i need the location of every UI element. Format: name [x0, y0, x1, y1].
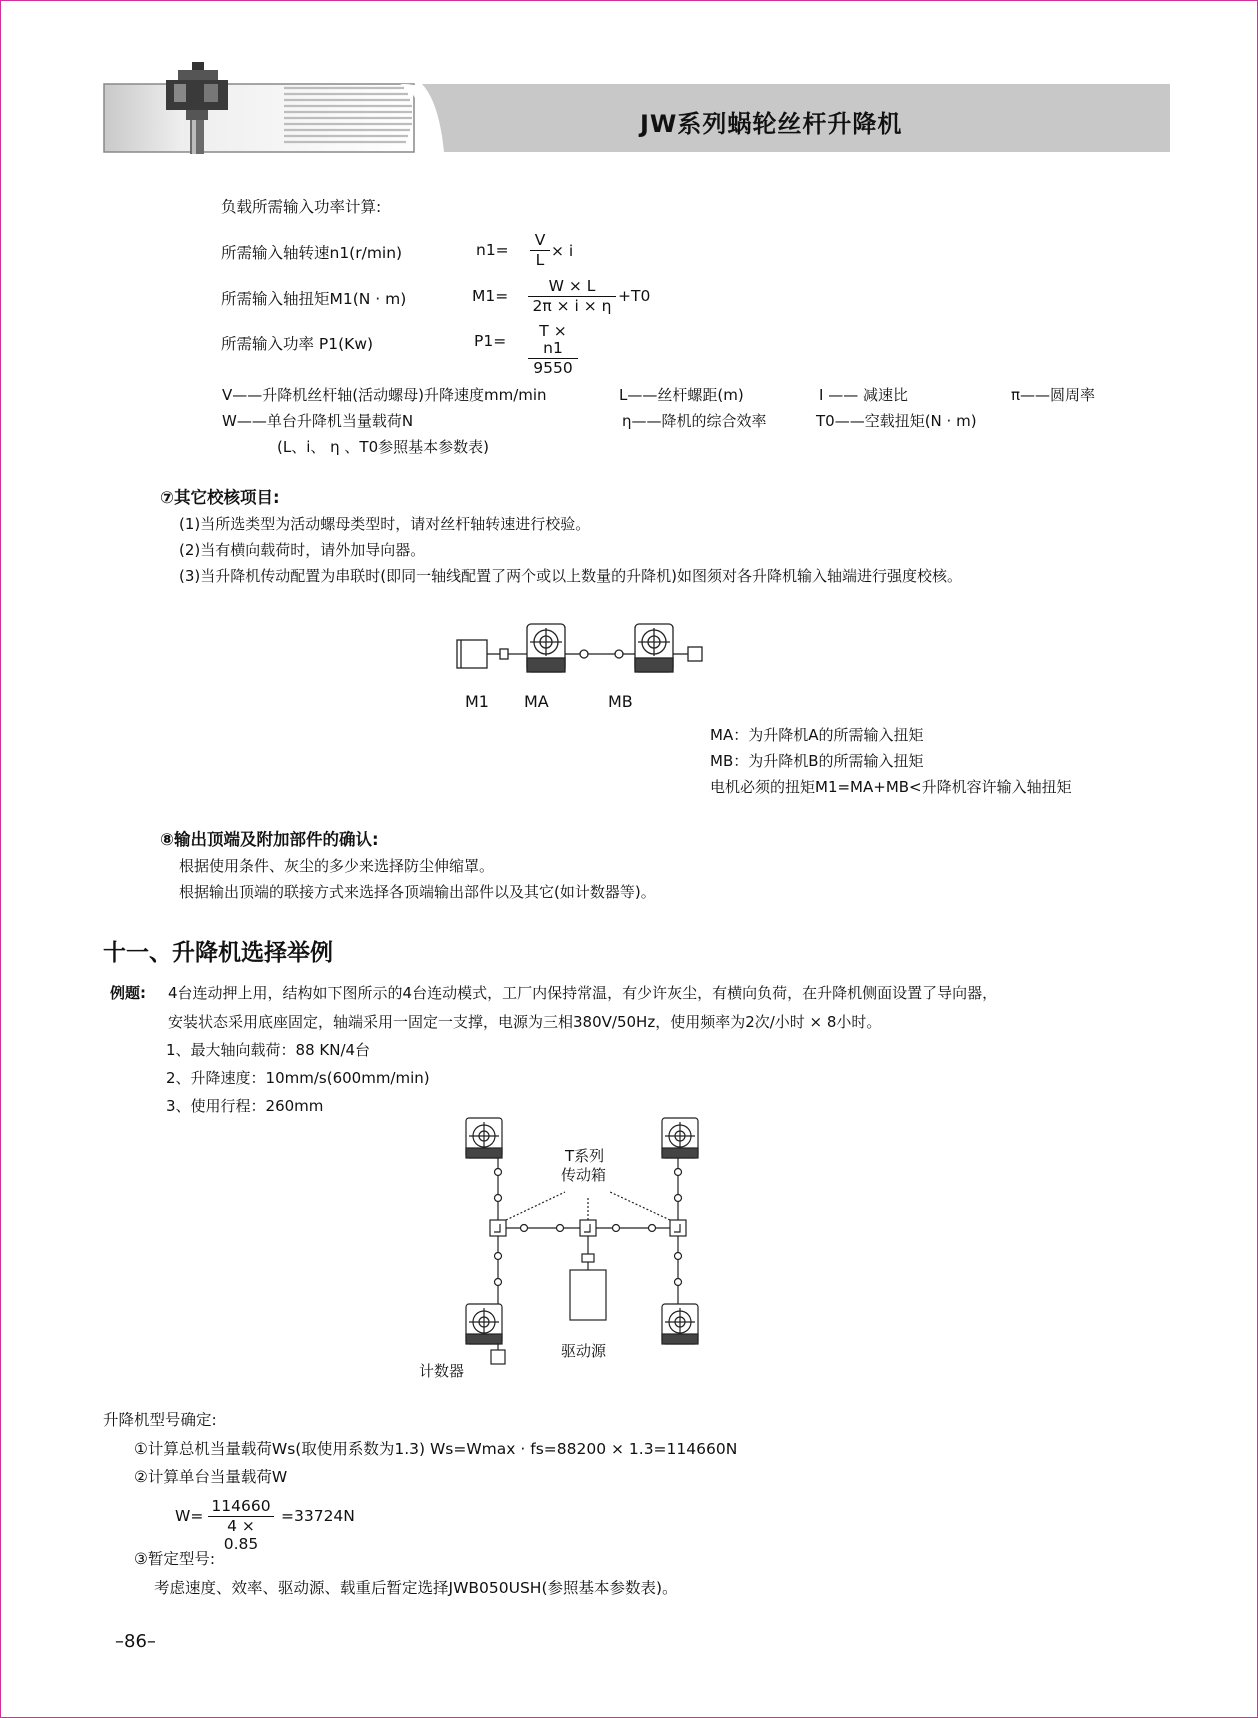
fraction-numerator: T × n1: [528, 323, 578, 359]
formula-label-n1: 所需输入轴转速n1(r/min): [221, 244, 403, 262]
fraction-denominator: 9550: [533, 359, 573, 377]
fraction-p1: [528, 323, 578, 377]
fraction-denominator: L: [535, 251, 545, 269]
formula-label-m1: 所需输入轴扭矩M1(N · m): [221, 290, 407, 308]
model-step1: ①计算总机当量载荷Ws(取使用系数为1.3) Ws=Wmax · fs=88200 × 1.3=114660N: [134, 1440, 738, 1458]
formula-lhs-n1: n1=: [476, 241, 509, 259]
condition-item: 1、最大轴向载荷：88 KN/4台: [166, 1041, 371, 1059]
section7-item: (2)当有横向载荷时，请外加导向器。: [179, 541, 426, 559]
section7-title: ⑦其它校核项目:: [160, 488, 280, 507]
gearbox-label-line1: T系列: [565, 1147, 605, 1165]
model-step3-text: 考虑速度、效率、驱动源、载重后暂定选择JWB050USH(参照基本参数表)。: [154, 1579, 678, 1597]
formula-lhs-p1: P1=: [474, 332, 507, 350]
fraction-numerator: W × L: [528, 278, 616, 297]
condition-item: 3、使用行程：260mm: [166, 1097, 324, 1115]
section8-item: 根据使用条件、灰尘的多少来选择防尘伸缩罩。: [179, 857, 495, 875]
section8-item: 根据输出顶端的联接方式来选择各顶端输出部件以及其它(如计数器等)。: [179, 883, 656, 901]
example-label: 例题:: [110, 984, 146, 1002]
section7-item: (1)当所选类型为活动螺母类型时，请对丝杆轴转速进行校验。: [179, 515, 591, 533]
drive-source-label: 驱动源: [561, 1342, 607, 1360]
gearbox-center-icon: [580, 1220, 596, 1236]
label-mb: MB: [608, 692, 633, 711]
gearbox-right-icon: [670, 1220, 686, 1236]
legend-pi: π——圆周率: [1011, 386, 1096, 404]
fraction-denominator: 2π × i × η: [532, 297, 612, 315]
formula-w-lhs: W=: [175, 1507, 204, 1525]
section11-title: 十一、升降机选择举例: [103, 940, 333, 966]
note-mb: MB：为升降机B的所需输入扭矩: [710, 752, 924, 770]
jack-top-left-icon: [466, 1118, 502, 1158]
legend-i: I —— 减速比: [819, 386, 908, 404]
counter-icon: [491, 1350, 505, 1364]
model-step3: ③暂定型号:: [134, 1550, 216, 1568]
legend-t0: T0——空载扭矩(N · m): [816, 412, 977, 430]
fraction-m1: [528, 278, 616, 315]
label-ma: MA: [524, 692, 549, 711]
section7-item: (3)当升降机传动配置为串联时(即同一轴线配置了两个或以上数量的升降机)如图须对各升降机输入轴端进行强度校核。: [179, 567, 962, 585]
legend-l: L——丝杆螺距(m): [619, 386, 744, 404]
gearbox-label-line2: 传动箱: [561, 1166, 607, 1184]
formula-lhs-m1: M1=: [472, 287, 509, 305]
fraction-numerator: V: [530, 232, 550, 251]
fraction-n1: [530, 232, 550, 269]
gearbox-left-icon: [490, 1220, 506, 1236]
section8-title: ⑧输出顶端及附加部件的确认:: [160, 830, 379, 849]
example-line1: 4台连动押上用，结构如下图所示的4台连动模式，工厂内保持常温，有少许灰尘，有横向负荷，在升降机侧面设置了导向器，: [168, 984, 998, 1002]
formula-suffix-n1: × i: [551, 242, 574, 260]
jack-top-right-icon: [662, 1118, 698, 1158]
jack-bottom-left-icon: [466, 1304, 502, 1344]
page-number: –86–: [115, 1631, 156, 1652]
drive-source-icon: [570, 1270, 606, 1320]
fraction-w: [208, 1498, 274, 1553]
page-title: JW系列蜗轮丝杆升降机: [640, 110, 903, 138]
note-motor: 电机必须的扭矩M1=MA+MB<升降机容许输入轴扭矩: [710, 778, 1072, 796]
formula-suffix-m1: +T0: [618, 287, 651, 305]
note-ma: MA：为升降机A的所需输入扭矩: [710, 726, 924, 744]
legend-v: V——升降机丝杆轴(活动螺母)升降速度mm/min: [222, 386, 547, 404]
jack-bottom-right-icon: [662, 1304, 698, 1344]
model-step2: ②计算单台当量载荷W: [134, 1468, 288, 1486]
label-m1: M1: [465, 692, 489, 711]
fraction-numerator: 114660: [208, 1498, 274, 1517]
fraction-denominator: 4 × 0.85: [223, 1517, 259, 1553]
legend-eta: η——降机的综合效率: [622, 412, 767, 430]
header-graphic: [104, 62, 1170, 154]
example-line2: 安装状态采用底座固定，轴端采用一固定一支撑，电源为三相380V/50Hz，使用频率为2次/小时 × 8小时。: [168, 1013, 882, 1031]
condition-item: 2、升降速度：10mm/s(600mm/min): [166, 1069, 430, 1087]
formula-label-p1: 所需输入功率 P1(Kw): [221, 335, 374, 353]
counter-label: 计数器: [419, 1362, 465, 1380]
legend-w: W——单台升降机当量载荷N: [222, 412, 414, 430]
legend-ref: (L、i、 η 、T0参照基本参数表): [277, 438, 489, 456]
formula-w-rhs: =33724N: [281, 1507, 355, 1525]
serial-drive-diagram: [455, 620, 715, 676]
power-calc-heading: 负载所需输入功率计算:: [221, 198, 382, 216]
model-selection-title: 升降机型号确定:: [103, 1411, 217, 1429]
